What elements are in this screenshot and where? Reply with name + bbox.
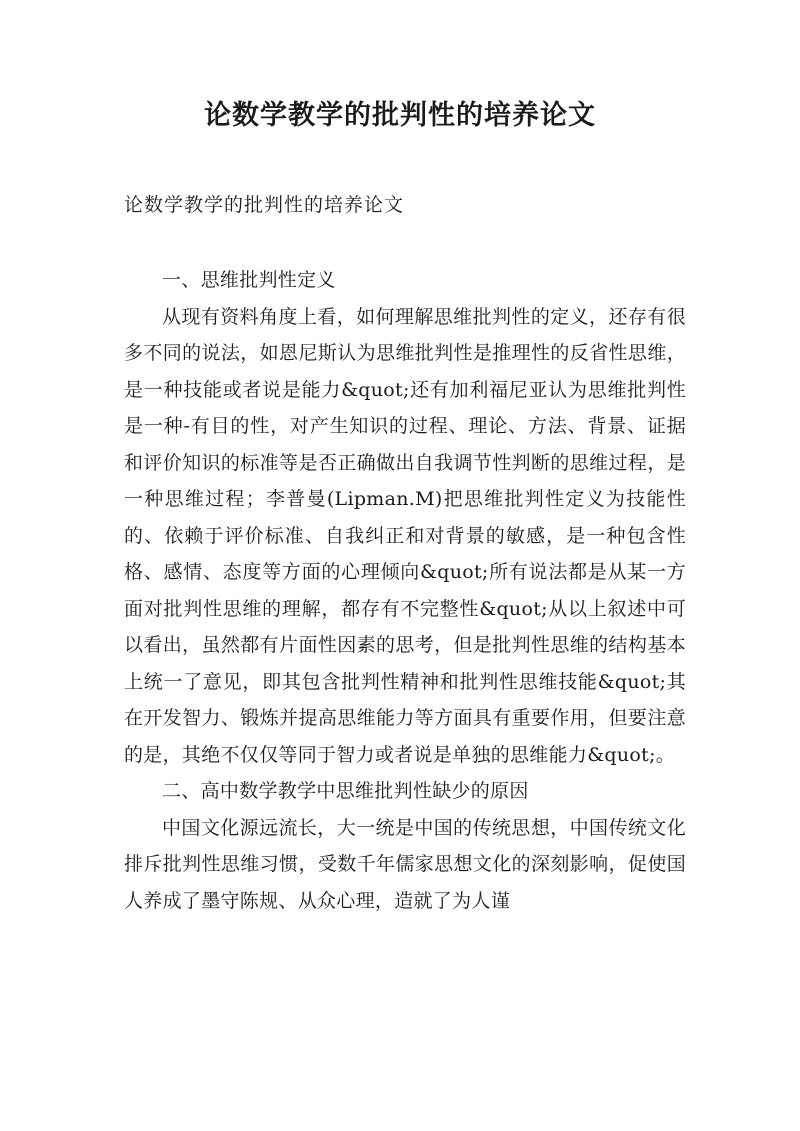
body-paragraph-2: 中国文化源远流长，大一统是中国的传统思想，中国传统文化排斥批判性思维习惯，受数千年儒家思想文化的深刻影响，促使国人养成了墨守陈规、从众心理，造就了为人谨 (124, 816, 686, 912)
document-title: 论数学教学的批判性的培养论文 (204, 100, 596, 131)
section-heading-2: 二、高中数学教学中思维批判性缺少的原因 (162, 780, 529, 802)
body-paragraph-1: 从现有资料角度上看，如何理解思维批判性的定义，还存有很多不同的说法，如恩尼斯认为思维批判性是推理性的反省性思维，是一种技能或者说是能力&quot;还有加利福尼亚认为思维批判性是一种-有目的性，对产生知识的过程、理论、方法、背景、证据和评价知识的标准等是否正确做出自我调节性判断的思维过程，是一种思维过程；李普曼(Lipman.M)把思维批判性定义为技能性的、依赖于评价标准、自我纠正和对背景的敏感，是一种包含性格、感情、态度等方面的心理倾向&quot;所有说法都是从某一方面对批判性思维的理解，都存有不完整性&quot;从以上叙述中可以看出，虽然都有片面性因素的思考，但是批判性思维的结构基本上统一了意见，即其包含批判性精神和批判性思维技能&quot;其在开发智力、锻炼并提高思维能力等方面具有重要作用，但要注意的是，其绝不仅仅等同于智力或者说是单独的思维能力&quot;。 (124, 305, 686, 766)
section-heading-1: 一、思维批判性定义 (162, 269, 336, 291)
document-subtitle: 论数学教学的批判性的培养论文 (124, 194, 405, 216)
document-body (124, 262, 686, 919)
